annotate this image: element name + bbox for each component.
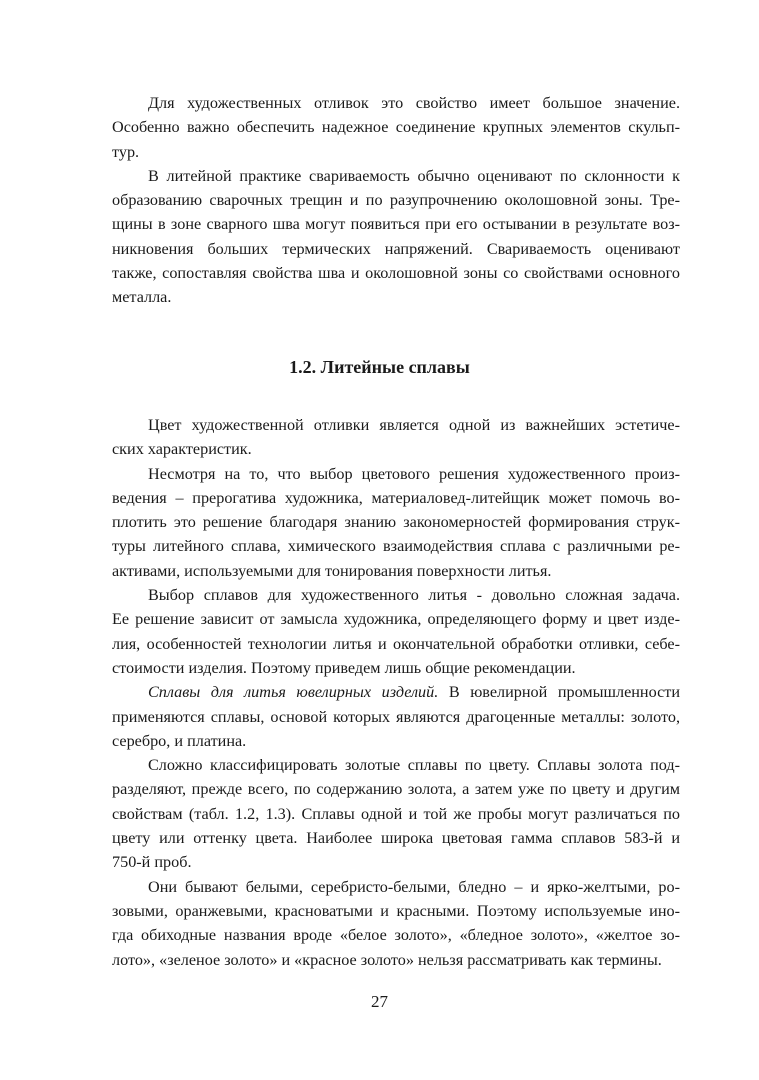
paragraph — [112, 413, 680, 462]
text-line: никновения больших термических напряжений. Свариваемость оценивают — [112, 239, 680, 258]
text-line: тур. — [112, 142, 140, 161]
text-line: зовыми, оранжевыми, красноватыми и красными. Поэтому используемые ино- — [112, 901, 680, 920]
text-line: металла. — [112, 288, 172, 307]
text-line: ских характеристик. — [112, 440, 252, 459]
text-block-top — [112, 91, 680, 310]
paragraph — [112, 91, 680, 164]
text-line: также, сопоставляя свойства шва и околошовной зоны со свойствами основного — [112, 264, 680, 283]
text-line: серебро, и платина. — [112, 731, 247, 750]
text-line: цвету или оттенку цвета. Наиболее широка цветовая гамма сплавов 583-й и — [112, 829, 680, 848]
paragraph — [112, 753, 680, 874]
text-line: плотить это решение благодаря знанию закономерностей формирования струк- — [112, 513, 680, 532]
text-line: стоимости изделия. Поэтому приведем лишь общие рекомендации. — [112, 658, 576, 677]
paragraph — [112, 680, 680, 753]
paragraph — [112, 462, 680, 583]
text-line: лото», «зеленое золото» и «красное золото» нельзя рассматривать как термины. — [112, 950, 662, 969]
text-line: Ее решение зависит от замысла художника, определяющего форму и цвет изде- — [112, 610, 680, 629]
text-line: Несмотря на то, что выбор цветового решения художественного произ- — [148, 464, 680, 483]
text-line: Выбор сплавов для художественного литья - довольно сложная задача. — [148, 586, 680, 605]
lead-rest: В ювелирной промышленности — [438, 683, 680, 702]
text-line — [112, 680, 680, 704]
page-number: 27 — [371, 992, 388, 1011]
text-line: активами, используемыми для тонирования поверхности литья. — [112, 561, 552, 580]
text-line: туры литейного сплава, химического взаимодействия сплава с различными ре- — [112, 537, 680, 556]
text-line: разделяют, прежде всего, по содержанию золота, а затем уже по цвету и другим — [112, 780, 680, 799]
paragraph — [112, 875, 680, 972]
text-line: свойствам (табл. 1.2, 1.3). Сплавы одной и той же пробы могут различаться по — [112, 804, 680, 823]
text-line: ведения – прерогатива художника, материаловед-литейщик может помочь во- — [112, 488, 680, 507]
text-line: Для художественных отливок это свойство имеет большое значение. — [148, 94, 680, 112]
paragraph — [112, 583, 680, 680]
text-line: гда обиходные названия вроде «белое золото», «бледное золото», «желтое зо- — [112, 926, 680, 945]
text-line: образованию сварочных трещин и по разупрочнению околошовной зоны. Тре- — [112, 191, 680, 210]
text-line: Особенно важно обеспечить надежное соединение крупных элементов скульп- — [112, 118, 680, 137]
paragraph — [112, 164, 680, 310]
text-line: Сложно классифицировать золотые сплавы по цвету. Сплавы золота под- — [148, 756, 680, 775]
text-line: Они бывают белыми, серебристо-белыми, бледно – и ярко-желтыми, ро- — [148, 877, 680, 896]
text-line: лия, особенностей технологии литья и окончательной обработки отливки, себе- — [112, 634, 680, 653]
text-block-main — [112, 413, 680, 972]
italic-lead: Сплавы для литья ювелирных изделий. — [148, 683, 439, 702]
text-line: применяются сплавы, основой которых являются драгоценные металлы: золото, — [112, 707, 680, 726]
text-line: 750-й проб. — [112, 853, 192, 872]
section-heading: 1.2. Литейные сплавы — [289, 357, 470, 377]
text-line: В литейной практике свариваемость обычно оценивают по склонности к — [148, 166, 680, 185]
text-line: Цвет художественной отливки является одной из важнейших эстетиче- — [148, 416, 680, 434]
text-line: щины в зоне сварного шва могут появиться при его остывании в результате воз- — [112, 215, 680, 234]
